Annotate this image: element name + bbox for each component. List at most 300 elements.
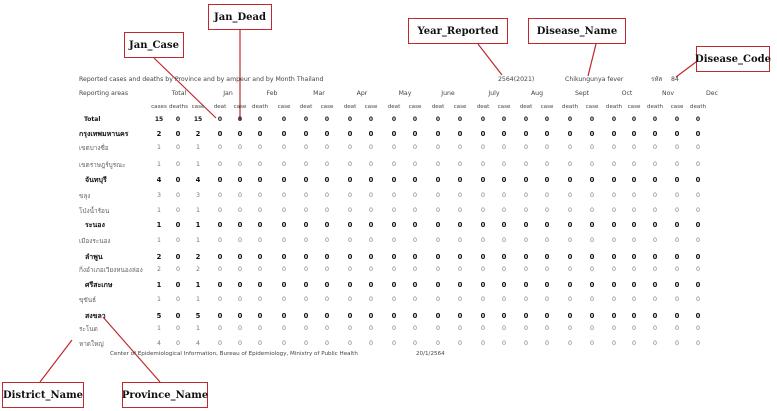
cell-zero: 0 [281, 221, 287, 229]
cell-zero: 0 [368, 130, 374, 138]
cell-zero: 0 [457, 237, 462, 244]
cell-zero: 0 [567, 253, 573, 261]
month-header: Total [171, 90, 187, 97]
column-subheader: deat [519, 104, 533, 110]
cell-zero: 0 [324, 176, 330, 184]
cell-zero: 0 [457, 325, 462, 332]
cell-zero: 0 [347, 237, 352, 244]
cell-zero: 0 [217, 144, 222, 151]
cell-zero: 0 [237, 253, 243, 261]
cell-zero: 0 [501, 237, 506, 244]
cell-zero: 0 [237, 237, 242, 244]
cell-cases: 2 [156, 130, 162, 138]
cell-zero: 0 [257, 312, 263, 320]
column-subheader: death [251, 104, 269, 110]
cell-zero: 0 [567, 281, 573, 289]
cell-zero: 0 [281, 281, 287, 289]
cell-zero: 0 [631, 340, 636, 347]
cell-zero: 0 [303, 192, 308, 199]
cell-zero: 0 [652, 161, 657, 168]
cell-zero: 0 [611, 281, 617, 289]
cell-zero: 0 [391, 207, 396, 214]
cell-zero: 0 [480, 207, 485, 214]
cell-zero: 0 [435, 130, 441, 138]
cell-zero: 0 [652, 192, 657, 199]
cell-zero: 0 [237, 325, 242, 332]
cell-zero: 0 [501, 144, 506, 151]
cell-zero: 0 [589, 266, 594, 273]
cell-zero: 0 [435, 144, 440, 151]
cell-zero: 0 [589, 237, 594, 244]
cell-zero: 0 [480, 266, 485, 273]
cell-zero: 0 [435, 161, 440, 168]
district-name: หาดใหญ่ [79, 340, 104, 348]
cell-zero: 0 [501, 192, 506, 199]
cell-cases: 1 [156, 161, 161, 168]
cell-zero: 0 [695, 144, 700, 151]
column-subheader: deaths [169, 104, 189, 110]
callout-year-reported: Year_Reported [408, 18, 508, 44]
district-name: เขตบางซื่อ [79, 144, 109, 152]
cell-jan: 4 [195, 176, 201, 184]
cell-cases: 1 [156, 296, 161, 303]
cell-zero: 0 [674, 161, 679, 168]
cell-cases: 1 [156, 221, 162, 229]
pointer-disease-name [588, 44, 596, 76]
cell-zero: 0 [652, 281, 658, 289]
cell-zero: 0 [523, 116, 529, 123]
cell-zero: 0 [631, 116, 637, 123]
month-header: Jan [223, 90, 233, 97]
cell-zero: 0 [611, 192, 616, 199]
cell-zero: 0 [674, 281, 680, 289]
cell-zero: 0 [544, 161, 549, 168]
cell-cases: 4 [156, 340, 161, 347]
province-name: ลำพูน [85, 253, 103, 261]
cell-zero: 0 [217, 281, 223, 289]
cell-jan: 1 [195, 161, 200, 168]
cell-zero: 0 [631, 266, 636, 273]
cell-zero: 0 [368, 296, 373, 303]
cell-zero: 0 [391, 312, 397, 320]
cell-zero: 0 [611, 266, 616, 273]
pointer-district-name [40, 340, 72, 382]
cell-zero: 0 [257, 192, 262, 199]
cell-zero: 0 [695, 176, 701, 184]
cell-cases: 1 [156, 207, 161, 214]
cell-zero: 0 [567, 207, 572, 214]
cell-zero: 0 [281, 207, 286, 214]
cell-zero: 0 [695, 130, 701, 138]
cell-zero: 0 [217, 325, 222, 332]
cell-zero: 0 [368, 237, 373, 244]
cell-zero: 0 [523, 340, 528, 347]
cell-zero: 0 [652, 325, 657, 332]
cell-zero: 0 [324, 253, 330, 261]
column-subheader: case [320, 104, 334, 110]
cell-zero: 0 [480, 281, 486, 289]
cell-zero: 0 [695, 221, 701, 229]
cell-zero: 0 [567, 176, 573, 184]
cell-zero: 0 [257, 116, 263, 123]
cell-zero: 0 [567, 296, 572, 303]
cell-zero: 0 [544, 312, 550, 320]
cell-zero: 0 [368, 221, 374, 229]
month-header: Apr [356, 90, 368, 97]
cell-zero: 0 [391, 237, 396, 244]
cell-zero: 0 [480, 161, 485, 168]
cell-zero: 0 [324, 161, 329, 168]
cell-zero: 0 [695, 237, 700, 244]
cell-zero: 0 [217, 116, 223, 123]
cell-zero: 0 [631, 207, 636, 214]
column-subheader: case [627, 104, 641, 110]
cell-zero: 0 [611, 296, 616, 303]
cell-zero: 0 [501, 116, 507, 123]
cell-cases: 4 [156, 176, 162, 184]
month-header: Dec [706, 90, 718, 97]
cell-zero: 0 [347, 207, 352, 214]
cell-zero: 0 [368, 207, 373, 214]
cell-zero: 0 [281, 340, 286, 347]
cell-zero: 0 [412, 312, 418, 320]
cell-zero: 0 [303, 207, 308, 214]
cell-zero: 0 [391, 144, 396, 151]
cell-zero: 0 [281, 116, 287, 123]
column-subheader: death [605, 104, 623, 110]
cell-zero: 0 [611, 340, 616, 347]
footer-organization: Center of Epidemiological Information, Bureau of Epidemiology, Ministry of Public Health [110, 351, 358, 357]
cell-zero: 0 [611, 253, 617, 261]
column-subheader: case [233, 104, 247, 110]
cell-zero: 0 [237, 312, 243, 320]
cell-zero: 0 [303, 325, 308, 332]
cell-zero: 0 [281, 130, 287, 138]
cell-deaths: 0 [175, 130, 181, 138]
cell-zero: 0 [631, 281, 637, 289]
cell-zero: 0 [435, 325, 440, 332]
cell-zero: 0 [457, 296, 462, 303]
cell-zero: 0 [257, 253, 263, 261]
cell-zero: 0 [257, 266, 262, 273]
cell-zero: 0 [652, 296, 657, 303]
cell-zero: 0 [324, 221, 330, 229]
cell-zero: 0 [501, 281, 507, 289]
cell-jan: 2 [195, 253, 201, 261]
cell-zero: 0 [412, 237, 417, 244]
cell-zero: 0 [480, 253, 486, 261]
cell-zero: 0 [257, 161, 262, 168]
cell-zero: 0 [544, 296, 549, 303]
cell-zero: 0 [368, 312, 374, 320]
cell-zero: 0 [457, 340, 462, 347]
cell-zero: 0 [480, 176, 486, 184]
cell-jan: 1 [195, 237, 200, 244]
cell-jan: 2 [195, 266, 200, 273]
callout-jan-dead: Jan_Dead [208, 4, 272, 30]
cell-zero: 0 [257, 237, 262, 244]
cell-zero: 0 [412, 296, 417, 303]
cell-zero: 0 [695, 207, 700, 214]
cell-zero: 0 [257, 144, 262, 151]
cell-zero: 0 [652, 340, 657, 347]
cell-zero: 0 [412, 116, 418, 123]
cell-zero: 0 [368, 266, 373, 273]
cell-zero: 0 [567, 325, 572, 332]
cell-jan: 5 [195, 312, 201, 320]
cell-cases: 1 [156, 144, 161, 151]
cell-zero: 0 [435, 207, 440, 214]
cell-zero: 0 [631, 144, 636, 151]
cell-zero: 0 [457, 312, 463, 320]
footer-date: 20/1/2564 [416, 351, 445, 357]
cell-zero: 0 [237, 192, 242, 199]
column-subheader: case [191, 104, 205, 110]
district-name: ระโนด [79, 325, 98, 333]
cell-zero: 0 [567, 161, 572, 168]
cell-zero: 0 [652, 221, 658, 229]
cell-deaths: 0 [175, 161, 180, 168]
callout-district-name: District_Name [2, 382, 84, 408]
cell-zero: 0 [457, 221, 463, 229]
column-subheader: death [646, 104, 664, 110]
cell-zero: 0 [281, 161, 286, 168]
cell-zero: 0 [391, 221, 397, 229]
cell-zero: 0 [303, 312, 309, 320]
cell-zero: 0 [303, 340, 308, 347]
cell-zero: 0 [217, 340, 222, 347]
month-header: May [398, 90, 412, 97]
cell-deaths: 0 [175, 253, 181, 261]
cell-zero: 0 [501, 161, 506, 168]
cell-zero: 0 [523, 266, 528, 273]
month-header: Aug [530, 90, 544, 97]
cell-zero: 0 [324, 325, 329, 332]
column-subheader: case [540, 104, 554, 110]
cell-cases: 5 [156, 312, 162, 320]
cell-cases: 1 [156, 281, 162, 289]
cell-zero: 0 [391, 130, 397, 138]
cell-zero: 0 [347, 325, 352, 332]
cell-zero: 0 [501, 221, 507, 229]
cell-cases: 1 [156, 237, 161, 244]
cell-zero: 0 [501, 296, 506, 303]
cell-zero: 0 [391, 266, 396, 273]
cell-cases: 1 [156, 325, 161, 332]
cell-deaths: 0 [175, 116, 181, 123]
cell-zero: 0 [544, 144, 549, 151]
cell-zero: 0 [391, 325, 396, 332]
cell-zero: 0 [674, 116, 680, 123]
cell-zero: 0 [695, 116, 701, 123]
pointer-disease-code [676, 62, 696, 77]
cell-zero: 0 [391, 192, 396, 199]
district-name: ขุขันธ์ [79, 296, 97, 304]
cell-zero: 0 [457, 161, 462, 168]
cell-zero: 0 [523, 176, 529, 184]
cell-zero: 0 [217, 221, 223, 229]
cell-zero: 0 [347, 253, 353, 261]
cell-zero: 0 [217, 161, 222, 168]
cell-zero: 0 [324, 281, 330, 289]
cell-zero: 0 [523, 130, 529, 138]
cell-zero: 0 [674, 266, 679, 273]
cell-zero: 0 [631, 161, 636, 168]
cell-zero: 0 [674, 253, 680, 261]
cell-zero: 0 [611, 237, 616, 244]
cell-deaths: 0 [175, 312, 181, 320]
cell-zero: 0 [435, 192, 440, 199]
month-header: Sept [574, 90, 590, 97]
cell-zero: 0 [652, 312, 658, 320]
cell-zero: 0 [652, 253, 658, 261]
cell-zero: 0 [217, 130, 223, 138]
cell-zero: 0 [347, 296, 352, 303]
cell-deaths: 0 [175, 266, 180, 273]
cell-zero: 0 [347, 144, 352, 151]
cell-zero: 0 [391, 176, 397, 184]
cell-cases: 2 [156, 266, 161, 273]
column-subheader: deat [213, 104, 227, 110]
cell-zero: 0 [589, 176, 595, 184]
cell-zero: 0 [589, 325, 594, 332]
cell-zero: 0 [412, 192, 417, 199]
cell-zero: 0 [281, 296, 286, 303]
cell-zero: 0 [303, 281, 309, 289]
cell-zero: 0 [257, 340, 262, 347]
cell-zero: 0 [237, 221, 243, 229]
cell-zero: 0 [589, 116, 595, 123]
cell-zero: 0 [257, 130, 263, 138]
disease-name: Chikungunya fever [565, 76, 624, 83]
cell-jan: 1 [195, 325, 200, 332]
cell-zero: 0 [303, 176, 309, 184]
callout-disease-code: Disease_Code [696, 46, 770, 72]
cell-zero: 0 [368, 116, 374, 123]
cell-zero: 0 [217, 266, 222, 273]
cell-zero: 0 [589, 130, 595, 138]
cell-zero: 0 [368, 325, 373, 332]
cell-deaths: 0 [175, 281, 181, 289]
cell-zero: 0 [523, 237, 528, 244]
cell-zero: 0 [457, 116, 463, 123]
cell-zero: 0 [457, 253, 463, 261]
cell-zero: 0 [523, 221, 529, 229]
cell-zero: 0 [589, 340, 594, 347]
cell-zero: 0 [652, 130, 658, 138]
cell-zero: 0 [303, 144, 308, 151]
cell-zero: 0 [480, 325, 485, 332]
column-subheader: case [497, 104, 511, 110]
cell-cases: 3 [156, 192, 161, 199]
cell-zero: 0 [523, 325, 528, 332]
cell-zero: 0 [324, 192, 329, 199]
cell-zero: 0 [435, 340, 440, 347]
cell-zero: 0 [368, 161, 373, 168]
column-subheader: case [453, 104, 467, 110]
cell-zero: 0 [412, 130, 418, 138]
callout-jan-case: Jan_Case [124, 32, 184, 58]
cell-zero: 0 [501, 176, 507, 184]
cell-zero: 0 [257, 325, 262, 332]
cell-zero: 0 [544, 130, 550, 138]
cell-zero: 0 [480, 296, 485, 303]
cell-zero: 0 [544, 325, 549, 332]
cell-zero: 0 [435, 312, 441, 320]
month-header: Feb [266, 90, 278, 97]
column-subheader: case [670, 104, 684, 110]
cell-zero: 0 [611, 325, 616, 332]
reporting-areas-label: Reporting areas [79, 90, 129, 97]
month-header: June [441, 90, 455, 97]
cell-zero: 0 [281, 325, 286, 332]
cell-zero: 0 [435, 266, 440, 273]
cell-deaths: 0 [175, 340, 180, 347]
disease-code: 84 [671, 76, 679, 83]
cell-zero: 0 [457, 130, 463, 138]
cell-zero: 0 [217, 176, 223, 184]
cell-zero: 0 [412, 161, 417, 168]
cell-zero: 0 [674, 312, 680, 320]
cell-zero: 0 [435, 281, 441, 289]
cell-zero: 0 [501, 253, 507, 261]
cell-zero: 0 [589, 312, 595, 320]
cell-zero: 0 [631, 325, 636, 332]
cell-zero: 0 [324, 130, 330, 138]
cell-zero: 0 [674, 325, 679, 332]
cell-zero: 0 [237, 281, 243, 289]
cell-zero: 0 [501, 207, 506, 214]
cell-zero: 0 [652, 144, 657, 151]
cell-jan: 1 [195, 281, 201, 289]
cell-zero: 0 [674, 340, 679, 347]
district-name: เขตราษฎร์บูรณะ [79, 161, 126, 169]
cell-zero: 0 [347, 192, 352, 199]
province-name: สงขลา [85, 312, 106, 320]
cell-zero: 0 [347, 312, 353, 320]
column-subheader: deat [299, 104, 313, 110]
cell-zero: 0 [523, 281, 529, 289]
cell-zero: 0 [324, 237, 329, 244]
cell-zero: 0 [412, 325, 417, 332]
cell-zero: 0 [257, 281, 263, 289]
cell-zero: 0 [523, 296, 528, 303]
cell-zero: 0 [589, 144, 594, 151]
cell-zero: 0 [435, 253, 441, 261]
cell-zero: 0 [368, 192, 373, 199]
cell-zero: 0 [217, 296, 222, 303]
cell-zero: 0 [674, 207, 679, 214]
month-header: Mar [313, 90, 325, 97]
cell-zero: 0 [257, 176, 263, 184]
column-subheader: case [585, 104, 599, 110]
cell-zero: 0 [567, 221, 573, 229]
cell-zero: 0 [544, 237, 549, 244]
cell-zero: 0 [281, 176, 287, 184]
cell-zero: 0 [257, 207, 262, 214]
callout-disease-name: Disease_Name [528, 18, 626, 44]
cell-zero: 0 [457, 176, 463, 184]
cell-zero: 0 [391, 340, 396, 347]
cell-zero: 0 [544, 340, 549, 347]
column-subheader: deat [431, 104, 445, 110]
province-name: กรุงเทพมหานคร [79, 130, 129, 138]
cell-zero: 0 [523, 312, 529, 320]
cell-zero: 0 [695, 253, 701, 261]
cell-zero: 0 [567, 312, 573, 320]
cell-zero: 0 [544, 176, 550, 184]
cell-zero: 0 [412, 340, 417, 347]
